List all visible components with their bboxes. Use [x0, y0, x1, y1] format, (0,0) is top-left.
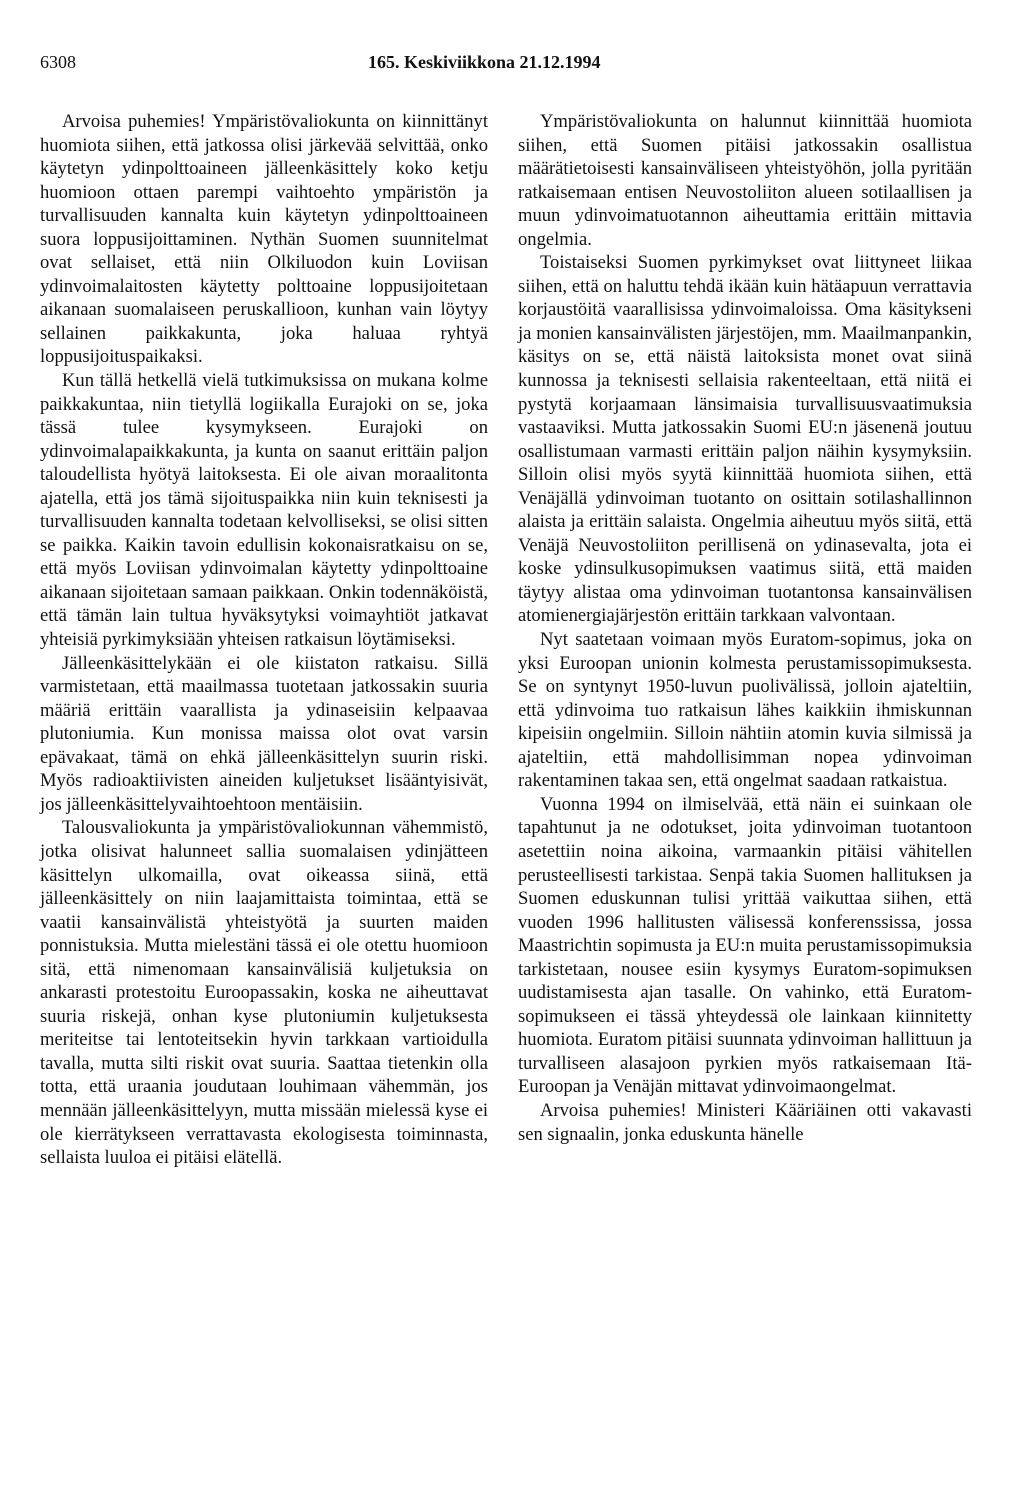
session-title: 165. Keskiviikkona 21.12.1994: [368, 52, 601, 72]
paragraph: Vuonna 1994 on ilmiselvää, että näin ei suinkaan ole tapahtunut ja ne odotukset, joita ydinvoiman tuotantoon asetettiin noina aikoina, varmaankin pitäisi vähitellen perusteellisesti tarkistaa. Senpä takia Suomen hallituksen ja Suomen eduskunnan tulisi yrittää vaikuttaa siihen, että vuoden 1996 hallitusten välisessä konferenssissa, jossa Maastrichtin sopimusta ja EU:n muita perustamissopimuksia tarkistetaan, nousee esiin kysymys Euratom-sopimuksen uudistamisesta ajan tasalle. On vahinko, että Euratom-sopimukseen ei tässä yhteydessä ole lainkaan kiinnitetty huomiota. Euratom pitäisi suunnata ydinvoiman hallittuun ja turvalliseen alasajoon pyrkien myös ratkaisemaan Itä-Euroopan ja Venäjän mittavat ydinvoimaongelmat.: [518, 793, 972, 1098]
left-column: [40, 110, 488, 1170]
paragraph: Jälleenkäsittelykään ei ole kiistaton ratkaisu. Sillä varmistetaan, että maailmassa tuotetaan jatkossakin suuria määriä erittäin vaarallista ja ydinaseisiin kelpaavaa plutoniumia. Kun monissa maissa olot ovat varsin epävakaat, tämä on ehkä jälleenkäsittelyn suurin riski. Myös radioaktiivisten aineiden kuljetukset lisääntyisivät, jos jälleenkäsittelyvaihtoehtoon mentäisiin.: [40, 652, 488, 815]
paragraph: Kun tällä hetkellä vielä tutkimuksissa on mukana kolme paikkakuntaa, niin tietyllä logiikalla Eurajoki on se, joka tässä tulee kysymykseen. Eurajoki on ydinvoimalapaikkakunta, ja kunta on saanut erittäin paljon taloudellista hyötyä laitoksesta. Ei ole aivan moraalitonta ajatella, että jos tämä sijoituspaikka niin kuin teknisesti ja turvallisuuden kannalta todetaan kelvolliseksi, se olisi sitten se paikka. Kaikin tavoin edullisin kokonaisratkaisu on se, että myös Loviisan ydinvoimalan käytetty ydinpolttoaine aikanaan sijoitetaan samaan paikkaan. Onkin todennäköistä, että tämän lain tultua hyväksytyksi voimayhtiöt jatkavat yhteisiä pyrkimyksiään yhteisen ratkaisun löytämiseksi.: [40, 370, 488, 651]
page-number: 6308: [40, 52, 76, 72]
paragraph: Nyt saatetaan voimaan myös Euratom-sopimus, joka on yksi Euroopan unionin kolmesta perustamissopimuksesta. Se on syntynyt 1950-luvun puolivälissä, jolloin ajateltiin, että ydinvoima tuo ratkaisun lähes kaikkiin ihmiskunnan kipeisiin ongelmiin. Silloin nähtiin atomin kuvia silmissä ja ajateltiin, että mahdollisimman nopea ydinvoiman rakentaminen takaa sen, että ongelmat saadaan ratkaistua.: [518, 629, 972, 792]
right-column: [518, 110, 972, 1146]
paragraph: Arvoisa puhemies! Ministeri Kääriäinen otti vakavasti sen signaalin, jonka eduskunta hänelle: [518, 1099, 972, 1145]
paragraph: Talousvaliokunta ja ympäristövaliokunnan vähemmistö, jotka olisivat halunneet sallia suomalaisen ydinjätteen käsittelyn ulkomailla, ovat oikeassa siinä, että jälleenkäsittely on niin laajamittaista toimintaa, että se vaatii kansainvälistä yhteistyötä ja suurten maiden ponnistuksia. Mutta mielestäni tässä ei ole otettu huomioon sitä, että nimenomaan kansainvälisiä kuljetuksia on ankarasti protestoitu Euroopassakin, koska ne aiheuttavat suuria riskejä, onhan kyse plutoniumin kuljetuksesta meriteitse tai lentoteitsekin hyvin tarkkaan vartioidulla tavalla, mutta silti riskit ovat suuria. Saattaa tietenkin olla totta, että uraania joudutaan louhimaan vähemmän, jos mennään jälleenkäsittelyyn, mutta missään mielessä kyse ei ole kierrätykseen verrattavasta ekologisesta toiminnasta, sellaista luuloa ei pitäisi elätellä.: [40, 817, 488, 1169]
paragraph: Toistaiseksi Suomen pyrkimykset ovat liittyneet liikaa siihen, että on haluttu tehdä ikään kuin hätäapuun verrattavia korjaustöitä vaarallisissa ydinvoimaloissa. Oma käsitykseni ja monien kansainvälisten järjestöjen, mm. Maailmanpankin, käsitys on se, että näistä laitoksista monet ovat siinä kunnossa ja teknisesti sellaisia rakenteeltaan, että niitä ei pystytä korjaamaan länsimaisia turvallisuusvaatimuksia vastaaviksi. Mutta jatkossakin Suomi EU:n jäsenenä joutuu osallistumaan varmasti erittäin paljon näihin kysymyksiin. Silloin olisi myös syytä kiinnittää huomiota siihen, että Venäjällä ydinvoiman tuotanto on osittain sotilashallinnon alaista ja erittäin salaista. Ongelmia aiheutuu myös siitä, että Venäjä Neuvostoliiton perillisenä on ydinasevalta, jota ei koske ydinsulkusopimuksen vaatimus siitä, että maiden täytyy alistaa oma ydinvoiman tuotantonsa kansainvälisen atomienergiajärjestön erittäin tarkkaan valvontaan.: [518, 252, 972, 627]
paragraph: Arvoisa puhemies! Ympäristövaliokunta on kiinnittänyt huomiota siihen, että jatkossa olisi järkevää selvittää, onko käytetyn ydinpolttoaineen jälleenkäsittely koko ketju huomioon ottaen parempi vaihtoehto ympäristön ja turvallisuuden kannalta kuin käytetyn ydinpolttoaineen suora loppusijoittaminen. Nythän Suomen suunnitelmat ovat sellaiset, että niin Olkiluodon kuin Loviisan ydinvoimalaitosten käytetty polttoaine loppusijoitetaan aikanaan suomalaiseen peruskallioon, kunhan vain löytyy sellainen paikkakunta, joka haluaa ryhtyä loppusijoituspaikaksi.: [40, 111, 488, 368]
page-header: [40, 52, 984, 78]
paragraph: Ympäristövaliokunta on halunnut kiinnittää huomiota siihen, että Suomen pitäisi jatkossakin osallistua määrätietoisesti kansainväliseen yhteistyöhön, jolla pyritään ratkaisemaan entisen Neuvostoliiton alueen sotilaallisen ja muun ydinvoimatuotannon aiheuttamia erittäin mittavia ongelmia.: [518, 111, 972, 250]
